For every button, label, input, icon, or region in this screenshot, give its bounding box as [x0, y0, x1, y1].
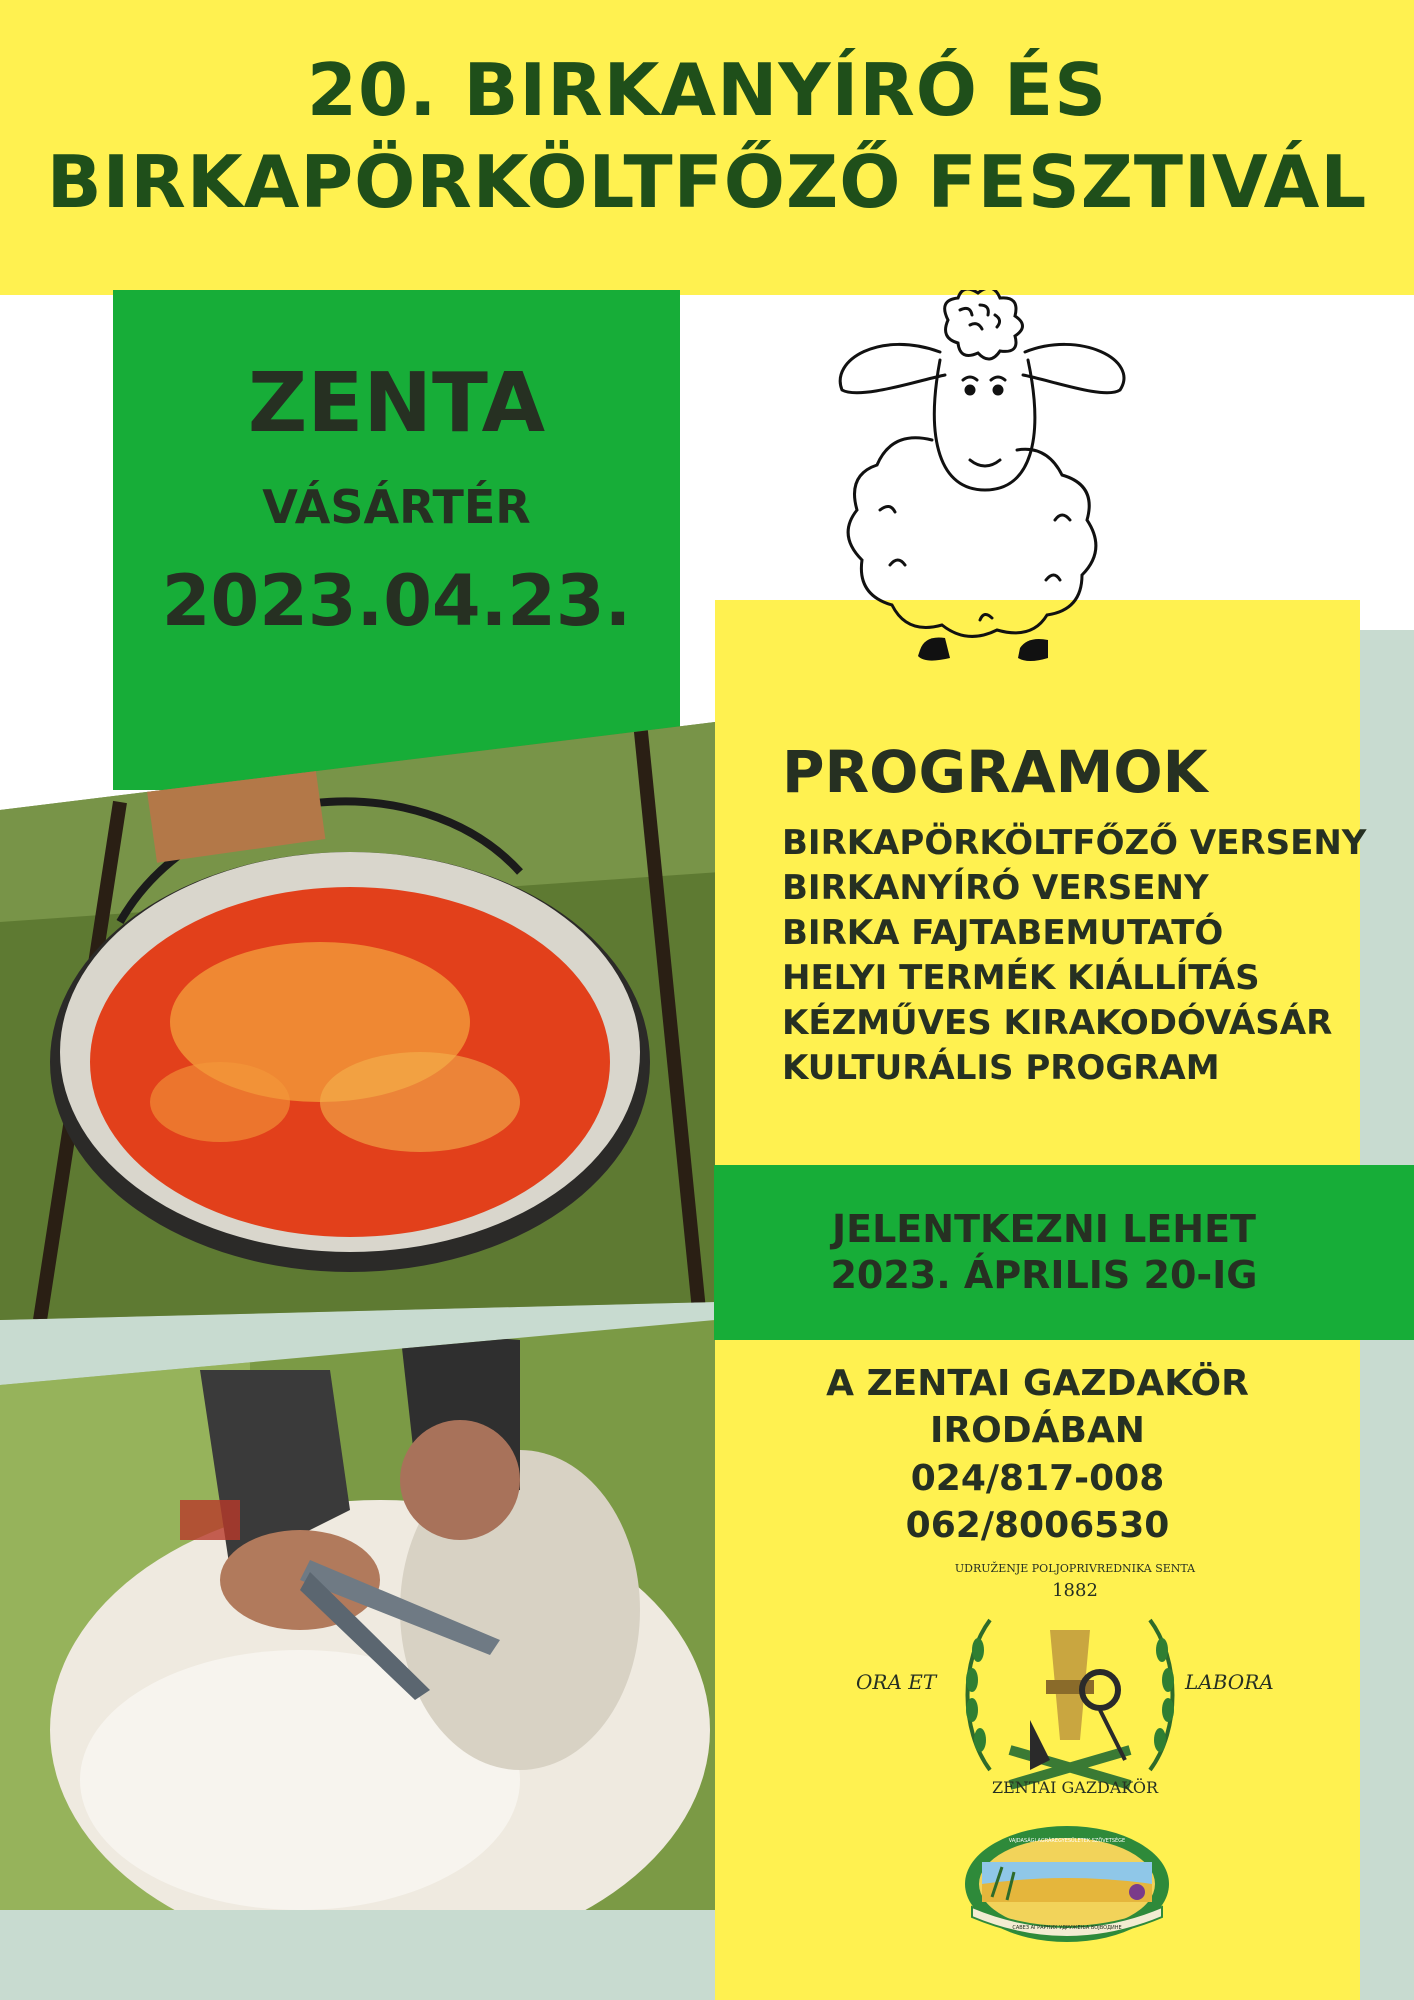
program-item: HELYI TERMÉK KIÁLLÍTÁS [782, 958, 1260, 998]
contact-org: A ZENTAI GAZDAKÖR [826, 1363, 1249, 1404]
title-line-1: 20. BIRKANYÍRÓ ÉS [306, 48, 1108, 132]
logo-arc-text: UDRUŽENJE POLJOPRIVREDNIKA SENTA [954, 1562, 1196, 1575]
program-item: BIRKANYÍRÓ VERSENY [782, 868, 1209, 908]
association-top-text: VAJDASÁGI AGRÁREGYESÜLETEK SZÖVETSÉGE [1008, 1838, 1126, 1844]
program-item: KÉZMŰVES KIRAKODÓVÁSÁR [782, 1003, 1333, 1043]
motto-left: ORA ET [856, 1670, 937, 1694]
association-logo [962, 1822, 1172, 1952]
city-name: ZENTA [247, 356, 546, 451]
phone-number-2: 062/8006530 [905, 1505, 1170, 1546]
event-date: 2023.04.23. [161, 560, 632, 642]
contact-place: IRODÁBAN [930, 1410, 1145, 1451]
gazdakor-logo [850, 1562, 1300, 1830]
venue-name: VÁSÁRTÉR [262, 480, 531, 534]
location-box [113, 290, 680, 790]
registration-line-1: JELENTKEZNI LEHET [832, 1207, 1256, 1251]
motto-right: LABORA [1185, 1670, 1274, 1694]
phone-number-1: 024/817-008 [910, 1458, 1165, 1499]
sheep-illustration [820, 290, 1160, 690]
registration-band [714, 1165, 1414, 1340]
title-line-2: BIRKAPÖRKÖLTFŐZŐ FESZTIVÁL [46, 140, 1368, 224]
goulash-photo [0, 722, 720, 1320]
program-item: BIRKAPÖRKÖLTFŐZŐ VERSENY [782, 823, 1367, 863]
registration-deadline: 2023. ÁPRILIS 20-IG [830, 1253, 1258, 1297]
association-bottom-text: САВЕЗ АГРАРНИХ УДРУЖЕЊА ВОЈВОДИНЕ [1012, 1925, 1122, 1931]
wheat-tools-emblem [950, 1570, 1190, 1810]
logo-year: 1882 [1052, 1580, 1098, 1601]
logo-bottom-text: ZENTAI GAZDAKÖR [991, 1778, 1159, 1797]
program-item: KULTURÁLIS PROGRAM [782, 1048, 1220, 1088]
program-item: BIRKA FAJTABEMUTATÓ [782, 913, 1224, 953]
shearing-photo [0, 1310, 715, 1910]
programs-heading: PROGRAMOK [782, 738, 1208, 806]
